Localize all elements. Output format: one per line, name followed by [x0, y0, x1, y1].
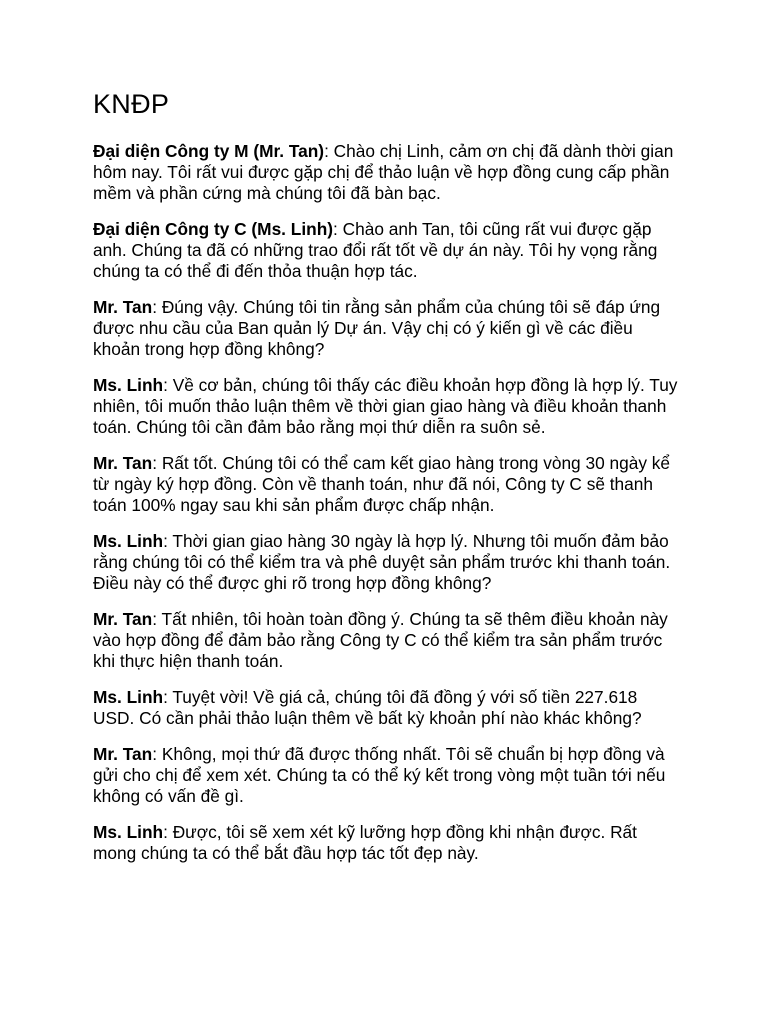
dialogue-text: : Tuyệt vời! Về giá cả, chúng tôi đã đồng ý với số tiền 227.618 USD. Có cần phải thảo luận thêm về bất kỳ khoản phí nào khác không?: [93, 687, 642, 728]
speaker-name: Mr. Tan: [93, 453, 153, 473]
dialogue-paragraph: [93, 609, 683, 672]
dialogue-text: : Thời gian giao hàng 30 ngày là hợp lý. Nhưng tôi muốn đảm bảo rằng chúng tôi có thể kiểm tra và phê duyệt sản phẩm trước khi thanh toán. Điều này có thể được ghi rõ trong hợp đồng không?: [93, 531, 671, 593]
dialogue-text: : Đúng vậy. Chúng tôi tin rằng sản phẩm của chúng tôi sẽ đáp ứng được nhu cầu của Ban quản lý Dự án. Vậy chị có ý kiến gì về các điều khoản trong hợp đồng không?: [93, 297, 661, 359]
dialogue-paragraph: [93, 453, 683, 516]
speaker-name: Mr. Tan: [93, 609, 153, 629]
dialogue-text: : Không, mọi thứ đã được thống nhất. Tôi sẽ chuẩn bị hợp đồng và gửi cho chị để xem xét. Chúng ta có thể ký kết trong vòng một tuần tới nếu không có vấn đề gì.: [93, 744, 666, 806]
speaker-name: Mr. Tan: [93, 744, 153, 764]
dialogue-paragraph: [93, 219, 683, 282]
dialogue-text: : Chào chị Linh, cảm ơn chị đã dành thời gian hôm nay. Tôi rất vui được gặp chị để thảo luận về hợp đồng cung cấp phần mềm và phần cứng mà chúng tôi đã bàn bạc.: [93, 141, 674, 203]
dialogue-paragraph: [93, 822, 683, 864]
speaker-name: Ms. Linh: [93, 822, 164, 842]
dialogue-text: : Chào anh Tan, tôi cũng rất vui được gặp anh. Chúng ta đã có những trao đổi rất tốt về dự án này. Tôi hy vọng rằng chúng ta có thể đi đến thỏa thuận hợp tác.: [93, 219, 658, 281]
dialogue-text: : Tất nhiên, tôi hoàn toàn đồng ý. Chúng ta sẽ thêm điều khoản này vào hợp đồng để đảm bảo rằng Công ty C có thể kiểm tra sản phẩm trước khi thực hiện thanh toán.: [93, 609, 668, 671]
speaker-name: Ms. Linh: [93, 375, 164, 395]
speaker-name: Ms. Linh: [93, 687, 164, 707]
dialogue-paragraph: [93, 297, 683, 360]
dialogue-paragraph: [93, 687, 683, 729]
dialogue-paragraph: [93, 744, 683, 807]
dialogue-paragraph: [93, 531, 683, 594]
document-title: KNĐP: [93, 89, 170, 119]
speaker-name: Đại diện Công ty C (Ms. Linh): [93, 219, 334, 239]
dialogue-text: : Rất tốt. Chúng tôi có thể cam kết giao hàng trong vòng 30 ngày kể từ ngày ký hợp đồng. Còn về thanh toán, như đã nói, Công ty C sẽ thanh toán 100% ngay sau khi sản phẩm được chấp nhận.: [93, 453, 671, 515]
speaker-name: Đại diện Công ty M (Mr. Tan): [93, 141, 325, 161]
speaker-name: Ms. Linh: [93, 531, 164, 551]
dialogue-paragraph: [93, 375, 683, 438]
speaker-name: Mr. Tan: [93, 297, 153, 317]
dialogue-text: : Về cơ bản, chúng tôi thấy các điều khoản hợp đồng là hợp lý. Tuy nhiên, tôi muốn thảo luận thêm về thời gian giao hàng và điều khoản thanh toán. Chúng tôi cần đảm bảo rằng mọi thứ diễn ra suôn sẻ.: [93, 375, 678, 437]
dialogue-paragraph: [93, 141, 683, 204]
dialogue-text: : Được, tôi sẽ xem xét kỹ lưỡng hợp đồng khi nhận được. Rất mong chúng ta có thể bắt đầu hợp tác tốt đẹp này.: [93, 822, 637, 863]
document-page: [93, 87, 683, 879]
